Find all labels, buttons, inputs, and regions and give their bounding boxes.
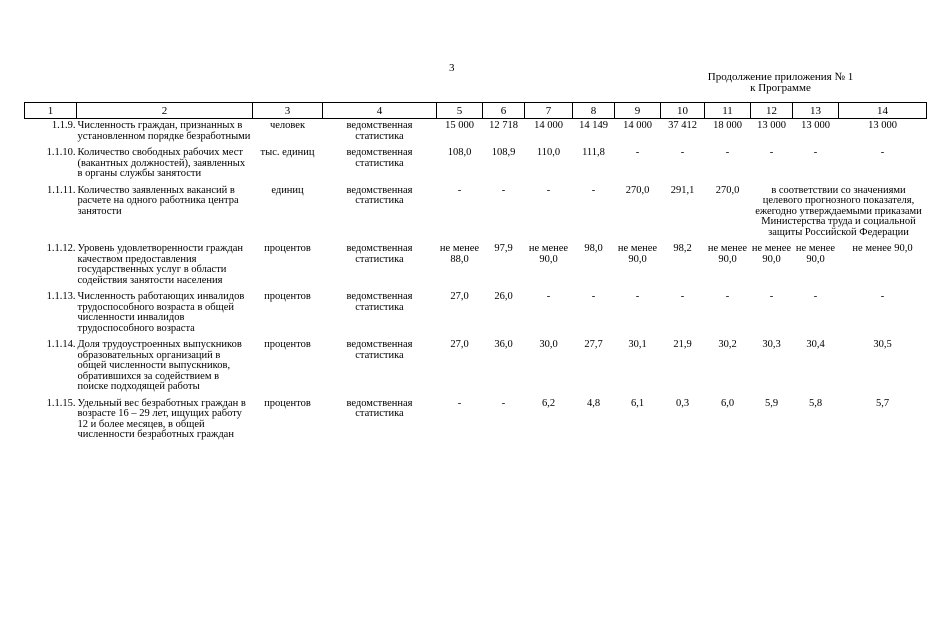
row-code: 1.1.11. <box>47 184 76 196</box>
row-value: - <box>725 147 730 158</box>
row-value: 30,3 <box>762 339 781 350</box>
row-value: не менее 88,0 <box>439 243 480 265</box>
indicators-table <box>24 102 927 445</box>
row-value: - <box>501 184 506 196</box>
row-value: 13 000 <box>801 120 830 131</box>
row-code: 1.1.10. <box>46 147 76 158</box>
row-value: 111,8 <box>582 147 605 158</box>
row-value: 270,0 <box>625 184 650 196</box>
row-indicator: Численность работающих инвалидов трудоспособного возраста в общей численности инвалидов трудоспособного возраста <box>77 291 245 334</box>
row-code: 1.1.14. <box>46 339 76 350</box>
row-source: ведомственная статистика <box>346 339 413 361</box>
row-value: 6,1 <box>630 397 645 409</box>
row-value: 6,0 <box>720 397 735 409</box>
row-value: не менее 90,0 <box>617 243 658 265</box>
row-indicator: Доля трудоустроенных выпускников образовательных организаций в общей численности выпускников, обратившихся за содействием в поиске подходящей работы <box>77 339 242 392</box>
caption-line-2: к Программе <box>750 82 811 94</box>
row-value: - <box>546 184 551 196</box>
table-row <box>25 184 927 243</box>
row-value: - <box>880 291 885 302</box>
row-value: 98,0 <box>584 243 603 254</box>
row-value: 4,8 <box>586 397 601 409</box>
row-unit: единиц <box>271 184 304 196</box>
table-header-row <box>25 103 927 119</box>
row-value: - <box>457 397 462 409</box>
table-row <box>25 119 927 147</box>
table-row <box>25 290 927 338</box>
row-source: ведомственная статистика <box>346 243 413 265</box>
row-value: - <box>546 291 551 302</box>
column-header: 7 <box>525 103 573 119</box>
row-source: ведомственная статистика <box>346 147 413 169</box>
row-value: 5,8 <box>808 397 823 409</box>
row-value: 30,2 <box>718 339 737 350</box>
row-value: 21,9 <box>673 339 692 350</box>
row-value: 110,0 <box>536 147 561 158</box>
column-header: 9 <box>615 103 661 119</box>
row-value: 27,0 <box>450 339 469 350</box>
row-value: - <box>591 291 596 302</box>
row-value: - <box>457 184 462 196</box>
row-indicator: Количество заявленных вакансий в расчете на одного работника центра занятости <box>77 184 239 217</box>
row-note: в соответствии со значениями целевого прогнозного показателя, ежегодно утверждаемыми приказами Министерства труда и социальной защиты Российской Федерации <box>755 184 922 238</box>
row-value: - <box>680 147 685 158</box>
row-value: - <box>635 291 640 302</box>
column-header: 4 <box>323 103 437 119</box>
row-value: 108,9 <box>491 147 516 158</box>
row-indicator: Уровень удовлетворенности граждан качеством предоставления государственных услуг в области содействия занятости населения <box>77 243 243 286</box>
row-value: 14 000 <box>623 120 652 131</box>
column-header: 6 <box>483 103 525 119</box>
row-unit: процентов <box>264 397 311 409</box>
row-unit: процентов <box>264 339 311 350</box>
column-header: 11 <box>705 103 751 119</box>
row-unit: процентов <box>264 291 311 302</box>
row-value: 13 000 <box>757 120 786 131</box>
column-header: 3 <box>253 103 323 119</box>
column-header: 2 <box>77 103 253 119</box>
row-source: ведомственная статистика <box>346 397 413 419</box>
row-code: 1.1.12. <box>46 243 76 254</box>
row-value: 15 000 <box>445 120 474 131</box>
row-value: 5,7 <box>875 397 890 409</box>
row-value: 97,9 <box>494 243 513 254</box>
column-header: 5 <box>437 103 483 119</box>
row-value: 27,7 <box>584 339 603 350</box>
row-value: 6,2 <box>541 397 556 409</box>
row-code: 1.1.15. <box>46 397 76 409</box>
row-value: 30,1 <box>628 339 647 350</box>
row-value: 12 718 <box>489 120 518 131</box>
row-value: 270,0 <box>715 184 740 196</box>
table-row <box>25 242 927 290</box>
row-value: не менее 90,0 <box>852 243 913 254</box>
row-value: - <box>880 147 885 158</box>
row-value: 37 412 <box>668 120 697 131</box>
row-code: 1.1.13. <box>46 291 76 302</box>
row-value: 14 000 <box>534 120 563 131</box>
column-header: 1 <box>25 103 77 119</box>
row-value: 30,4 <box>806 339 825 350</box>
row-value: 108,0 <box>447 147 472 158</box>
column-header: 10 <box>661 103 705 119</box>
row-source: ведомственная статистика <box>346 120 413 142</box>
row-value: 98,2 <box>673 243 692 254</box>
column-header: 13 <box>793 103 839 119</box>
appendix-caption <box>688 72 873 94</box>
row-indicator: Численность граждан, признанных в установленном порядке безработными <box>77 120 251 142</box>
row-value: - <box>813 291 818 302</box>
row-value: не менее 90,0 <box>528 243 569 265</box>
row-value: 5,9 <box>764 397 779 409</box>
row-value: - <box>769 147 774 158</box>
page-number: 3 <box>449 62 455 74</box>
row-value: 291,1 <box>670 184 695 196</box>
row-value: 30,0 <box>539 339 558 350</box>
caption-line-1: Продолжение приложения № 1 <box>707 71 854 83</box>
column-header: 14 <box>839 103 927 119</box>
row-value: 27,0 <box>450 291 469 302</box>
row-unit: тыс. единиц <box>260 147 315 158</box>
row-unit: человек <box>269 120 306 131</box>
row-value: не менее 90,0 <box>795 243 836 265</box>
row-value: - <box>680 291 685 302</box>
row-value: - <box>635 147 640 158</box>
row-value: - <box>501 397 506 409</box>
row-source: ведомственная статистика <box>346 291 413 313</box>
row-indicator: Удельный вес безработных граждан в возрасте 16 – 29 лет, ищущих работу 12 и более месяцев, в общей численности безработных граждан <box>77 397 246 440</box>
row-value: 0,3 <box>675 397 690 409</box>
row-value: не менее 90,0 <box>707 243 748 265</box>
row-value: 30,5 <box>873 339 892 350</box>
table-row <box>25 338 927 397</box>
row-value: - <box>769 291 774 302</box>
table-row <box>25 146 927 184</box>
row-value: 14 149 <box>579 120 608 131</box>
table-row <box>25 397 927 445</box>
row-value: 26,0 <box>494 291 513 302</box>
row-value: 36,0 <box>494 339 513 350</box>
row-indicator: Количество свободных рабочих мест (вакантных должностей), заявленных в органы службы занятости <box>77 147 246 179</box>
column-header: 8 <box>573 103 615 119</box>
row-value: 13 000 <box>868 120 897 131</box>
row-value: 18 000 <box>713 120 742 131</box>
row-value: - <box>725 291 730 302</box>
row-code: 1.1.9. <box>51 120 76 131</box>
row-value: - <box>813 147 818 158</box>
row-unit: процентов <box>264 243 311 254</box>
row-source: ведомственная статистика <box>346 184 413 206</box>
row-value: - <box>591 184 596 196</box>
row-value: не менее 90,0 <box>751 243 792 265</box>
column-header: 12 <box>751 103 793 119</box>
